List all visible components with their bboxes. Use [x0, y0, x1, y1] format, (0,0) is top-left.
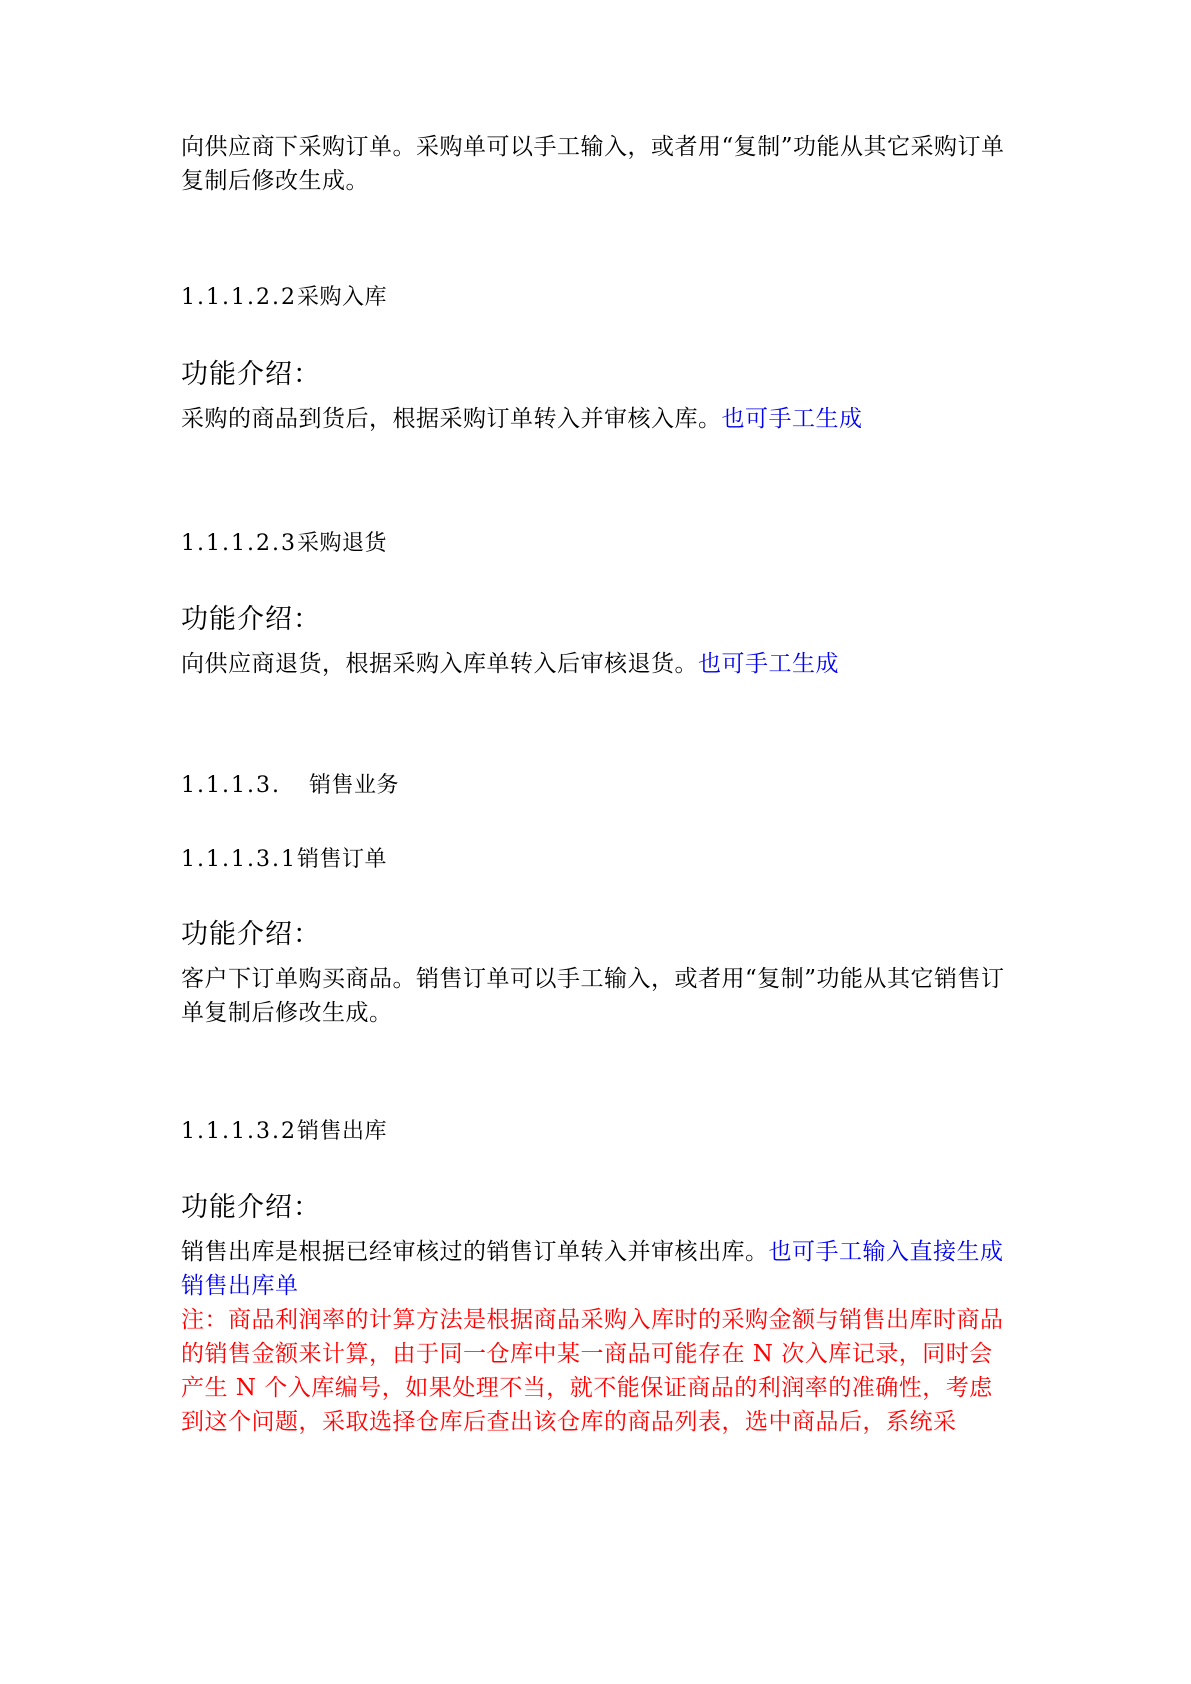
profit-rate-note: 注：商品利润率的计算方法是根据商品采购入库时的采购金额与销售出库时商品的销售金额来计算，由于同一仓库中某一商品可能存在 N 次入库记录，同时会产生 N 个入库编号，如果处理不当，就不能保证商品的利润率的准确性，考虑到这个问题，采取选择仓库后查出该仓库的商品列表，选中商品后，系统采 — [181, 1307, 1004, 1435]
paragraph-text: 销售出库是根据已经审核过的销售订单转入并审核出库。 — [181, 1239, 769, 1265]
section-number: 1.1.1.3.1 — [181, 847, 297, 872]
purchase-return-paragraph — [181, 647, 1011, 681]
section-title: 销售出库 — [296, 1119, 387, 1144]
paragraph-text: 向供应商退货，根据采购入库单转入后审核退货。 — [181, 651, 698, 677]
sales-outbound-paragraph — [181, 1235, 1011, 1303]
section-heading-sales-outbound — [181, 1117, 1011, 1147]
paragraph-text: 采购的商品到货后，根据采购订单转入并审核入库。 — [181, 406, 722, 432]
section-number: 1.1.1.2.2 — [181, 285, 297, 310]
function-intro-label: 功能介绍： — [181, 604, 321, 635]
purchase-inbound-paragraph — [181, 402, 1011, 436]
paragraph-blue-text: 也可手工生成 — [721, 406, 863, 432]
section-number: 1.1.1.3.2 — [181, 1119, 297, 1144]
section-title: 销售业务 — [309, 773, 400, 798]
section-heading-sales-order — [181, 845, 1011, 875]
section-heading-purchase-inbound — [181, 283, 1011, 313]
section-number: 1.1.1.3. — [181, 773, 281, 798]
purchase-order-paragraph: 向供应商下采购订单。采购单可以手工输入，或者用“复制”功能从其它采购订单复制后修改生成。 — [181, 134, 1005, 194]
section-title: 销售订单 — [296, 847, 387, 872]
paragraph-blue-text: 也可手工生成 — [698, 651, 839, 677]
function-intro-label: 功能介绍： — [181, 919, 321, 950]
section-number: 1.1.1.2.3 — [181, 531, 297, 556]
sales-order-paragraph: 客户下订单购买商品。销售订单可以手工输入，或者用“复制”功能从其它销售订单复制后修改生成。 — [181, 966, 1005, 1026]
section-title: 采购入库 — [296, 285, 387, 310]
paragraph-blue-text: 也可手工输入直接生成销售出库单 — [181, 1239, 1004, 1299]
function-intro-label: 功能介绍： — [181, 359, 321, 390]
section-heading-sales-business — [181, 771, 1011, 801]
section-title: 采购退货 — [296, 531, 387, 556]
section-heading-purchase-return — [181, 529, 1011, 559]
function-intro-label: 功能介绍： — [181, 1192, 321, 1223]
